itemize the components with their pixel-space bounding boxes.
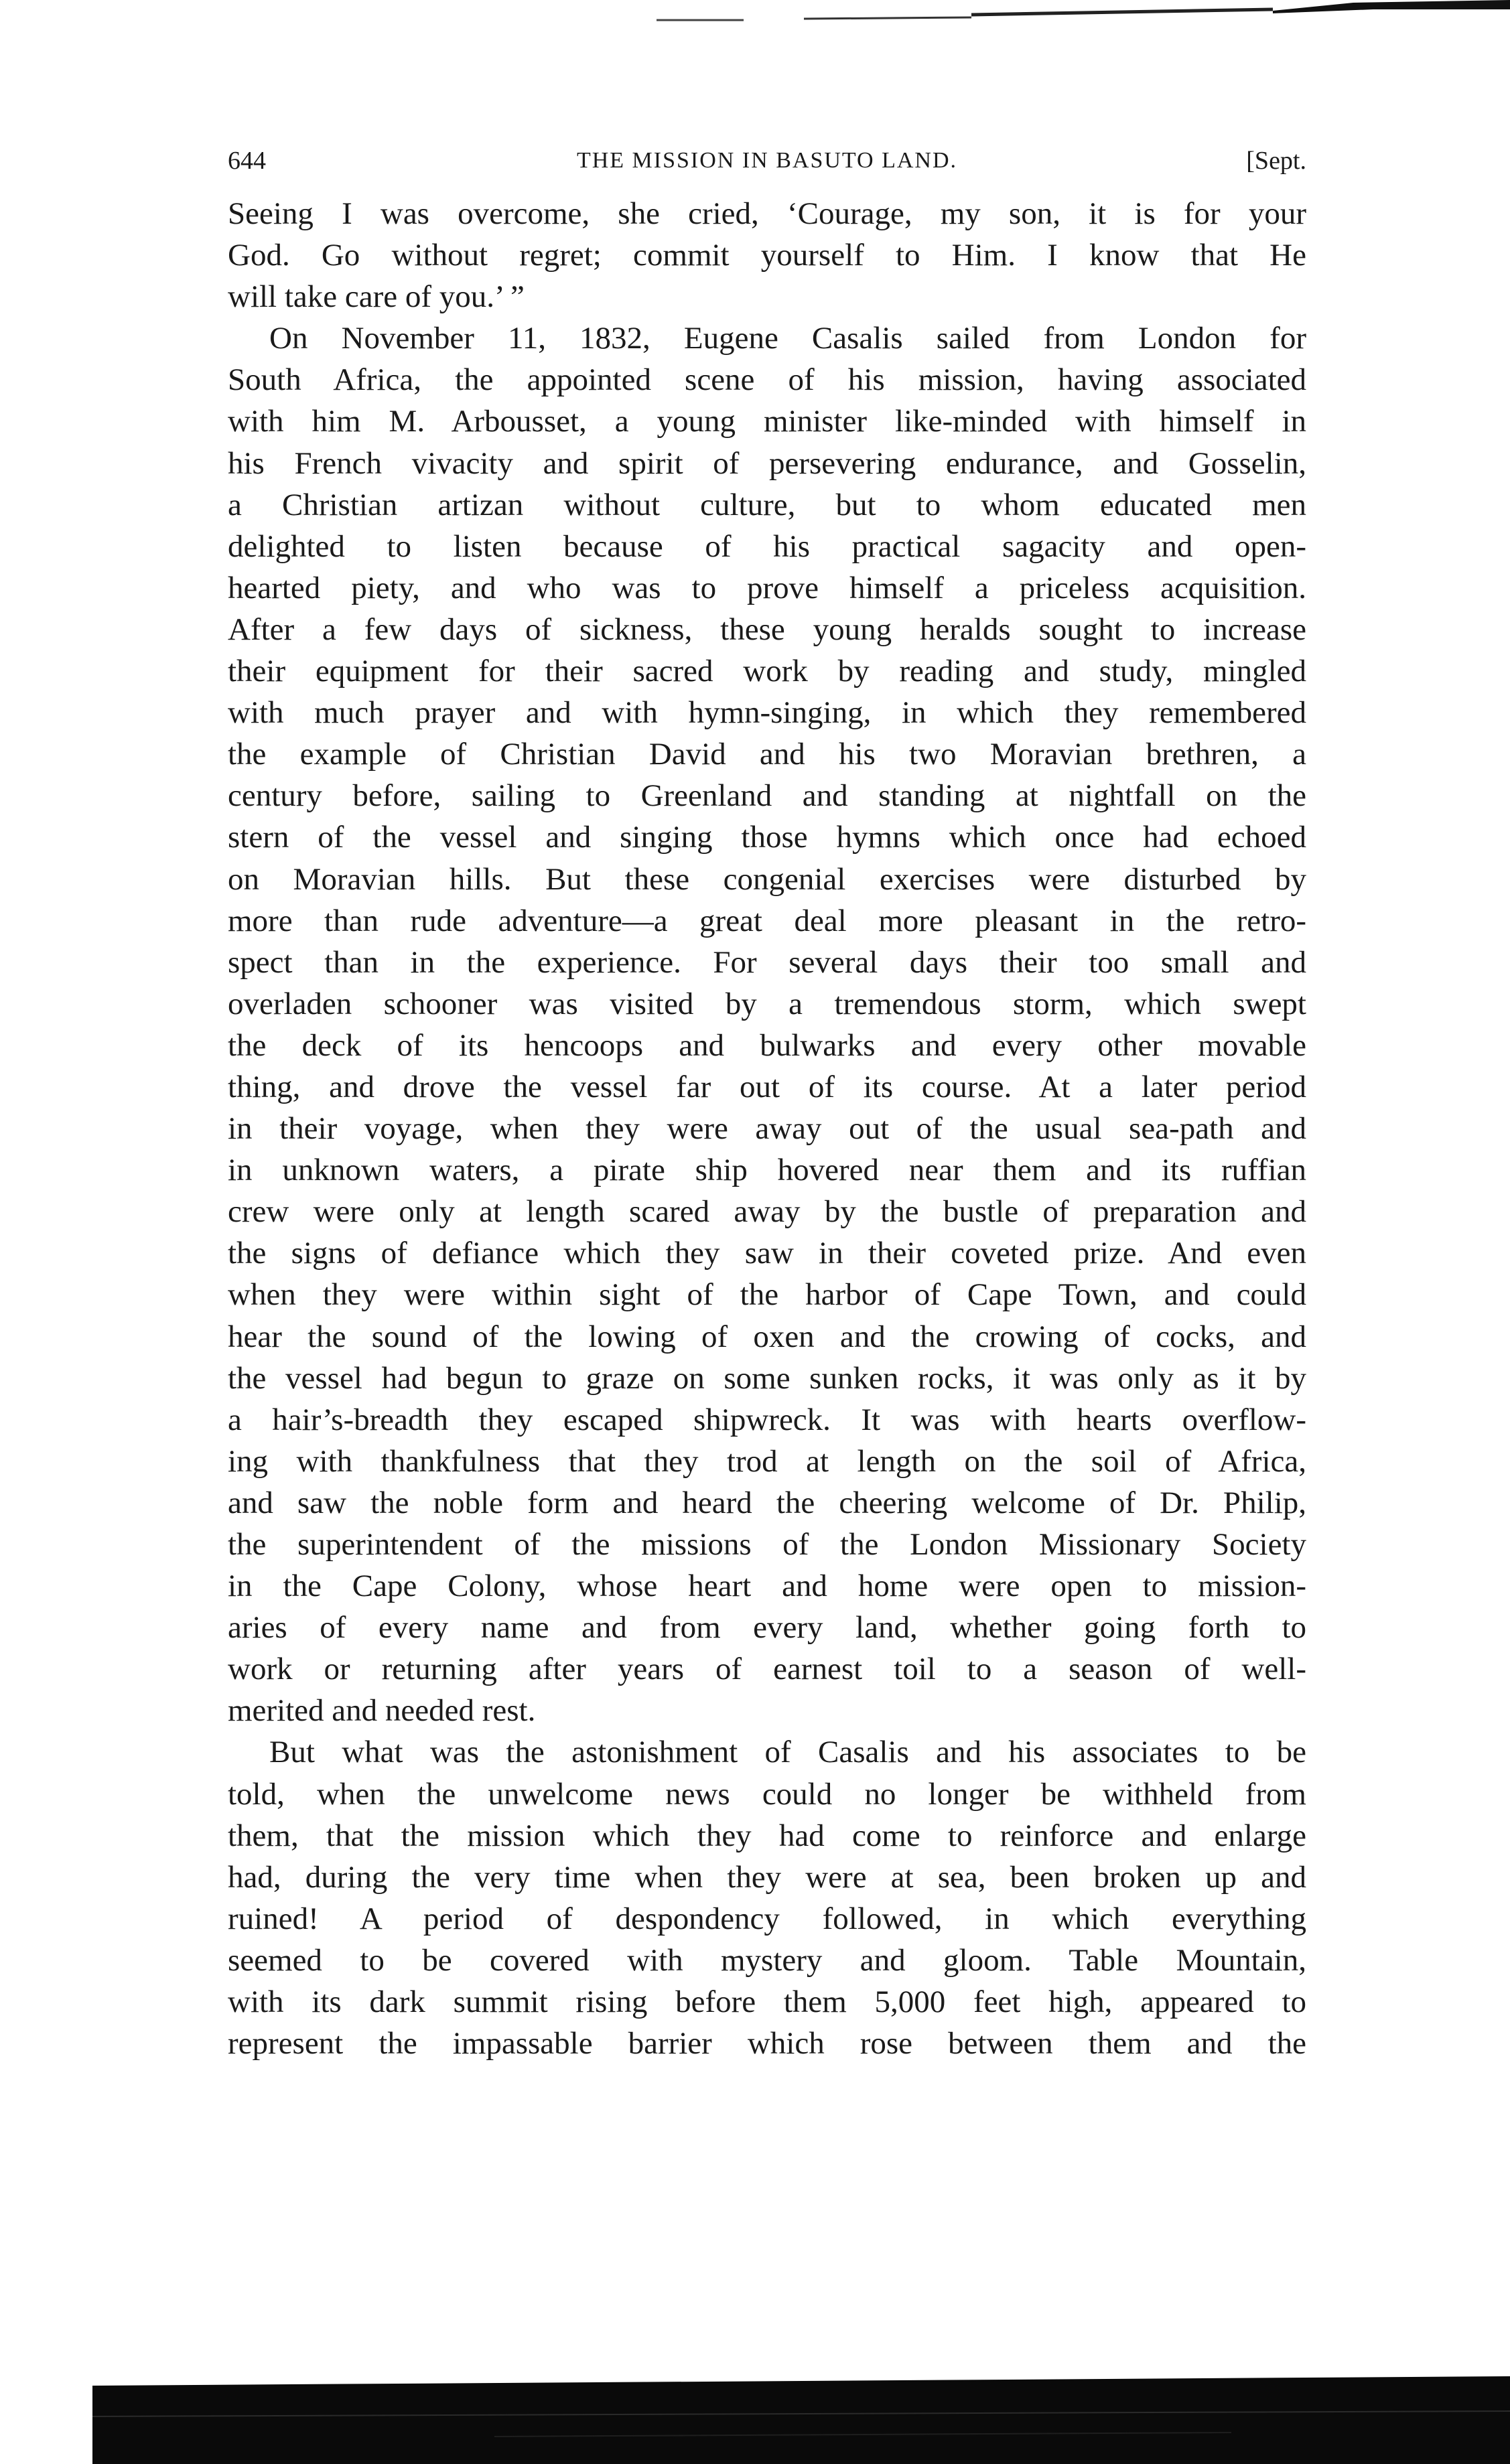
text-line: represent the impassable barrier which rose between them and the bbox=[228, 2026, 1306, 2061]
text-line: a Christian artizan without culture, but to whom educated men bbox=[228, 487, 1306, 522]
text-line: hearted piety, and who was to prove himself a priceless acquisition. bbox=[228, 570, 1306, 605]
text-line: the signs of defiance which they saw in their coveted prize. And even bbox=[228, 1236, 1306, 1271]
text-line: the example of Christian David and his two Moravian brethren, a bbox=[228, 737, 1306, 772]
text-line: with its dark summit rising before them 5,000 feet high, appeared to bbox=[228, 1984, 1306, 2020]
text-line: ing with thankfulness that they trod at length on the soil of Africa, bbox=[228, 1443, 1306, 1479]
text-line: South Africa, the appointed scene of his mission, having associated bbox=[228, 362, 1306, 398]
text-line: will take care of you.’ ” bbox=[228, 279, 525, 315]
text-line: the deck of its hencoops and bulwarks and every other movable bbox=[228, 1027, 1306, 1063]
text-line: in unknown waters, a pirate ship hovered near them and its ruffian bbox=[228, 1153, 1306, 1188]
text-line: when they were within sight of the harbor of Cape Town, and could bbox=[228, 1277, 1306, 1313]
text-line: his French vivacity and spirit of persevering endurance, and Gosselin, bbox=[228, 445, 1306, 481]
text-line: stern of the vessel and singing those hymns which once had echoed bbox=[228, 820, 1306, 855]
text-line: with much prayer and with hymn-singing, in which they remembered bbox=[228, 695, 1306, 731]
text-line: had, during the very time when they were at sea, been broken up and bbox=[228, 1859, 1306, 1895]
text-line: crew were only at length scared away by the bustle of preparation and bbox=[228, 1194, 1306, 1230]
text-line: merited and needed rest. bbox=[228, 1693, 536, 1729]
text-line: But what was the astonishment of Casalis and his associates to be bbox=[269, 1735, 1306, 1770]
text-line: a hair’s-breadth they escaped shipwreck. It was with hearts overflow- bbox=[228, 1402, 1306, 1437]
scan-edge-bottom bbox=[92, 2376, 1510, 2464]
text-line: more than rude adventure—a great deal more pleasant in the retro- bbox=[228, 903, 1306, 938]
text-line: Seeing I was overcome, she cried, ‘Courage, my son, it is for your bbox=[228, 196, 1306, 231]
text-line: After a few days of sickness, these young heralds sought to increase bbox=[228, 611, 1306, 647]
text-line: aries of every name and from every land, whether going forth to bbox=[228, 1610, 1306, 1646]
text-line: the vessel had begun to graze on some sunken rocks, it was only as it by bbox=[228, 1360, 1306, 1396]
text-line: delighted to listen because of his practical sagacity and open- bbox=[228, 528, 1306, 564]
text-line: work or returning after years of earnest toil to a season of well- bbox=[228, 1652, 1306, 1687]
text-line: ruined! A period of despondency followed, in which everything bbox=[228, 1901, 1306, 1936]
text-line: God. Go without regret; commit yourself to Him. I know that He bbox=[228, 238, 1306, 273]
running-header bbox=[228, 141, 1306, 181]
text-line: in the Cape Colony, whose heart and home were open to mission- bbox=[228, 1569, 1306, 1604]
header-month: [Sept. bbox=[1246, 147, 1306, 175]
text-line: On November 11, 1832, Eugene Casalis sailed from London for bbox=[269, 321, 1306, 356]
text-line: century before, sailing to Greenland and standing at nightfall on the bbox=[228, 778, 1306, 814]
text-line: the superintendent of the missions of the London Missionary Society bbox=[228, 1527, 1306, 1562]
text-line: their equipment for their sacred work by reading and study, mingled bbox=[228, 654, 1306, 689]
page-body bbox=[228, 193, 1306, 2064]
text-line: and saw the noble form and heard the cheering welcome of Dr. Philip, bbox=[228, 1485, 1306, 1520]
text-line: spect than in the experience. For several days their too small and bbox=[228, 944, 1306, 980]
text-line: them, that the mission which they had come to reinforce and enlarge bbox=[228, 1818, 1306, 1853]
page-number: 644 bbox=[228, 147, 266, 175]
text-line: on Moravian hills. But these congenial exercises were disturbed by bbox=[228, 861, 1306, 897]
text-line: seemed to be covered with mystery and gloom. Table Mountain, bbox=[228, 1942, 1306, 1978]
text-line: in their voyage, when they were away out of the usual sea-path and bbox=[228, 1111, 1306, 1147]
text-line: with him M. Arbousset, a young minister like-minded with himself in bbox=[228, 404, 1306, 439]
text-line: thing, and drove the vessel far out of its course. At a later period bbox=[228, 1069, 1306, 1104]
running-title: THE MISSION IN BASUTO LAND. bbox=[576, 148, 958, 173]
text-line: overladen schooner was visited by a tremendous storm, which swept bbox=[228, 986, 1306, 1021]
text-line: hear the sound of the lowing of oxen and the crowing of cocks, and bbox=[228, 1319, 1306, 1354]
text-line: told, when the unwelcome news could no longer be withheld from bbox=[228, 1776, 1306, 1812]
scan-edge-top bbox=[0, 0, 1510, 27]
